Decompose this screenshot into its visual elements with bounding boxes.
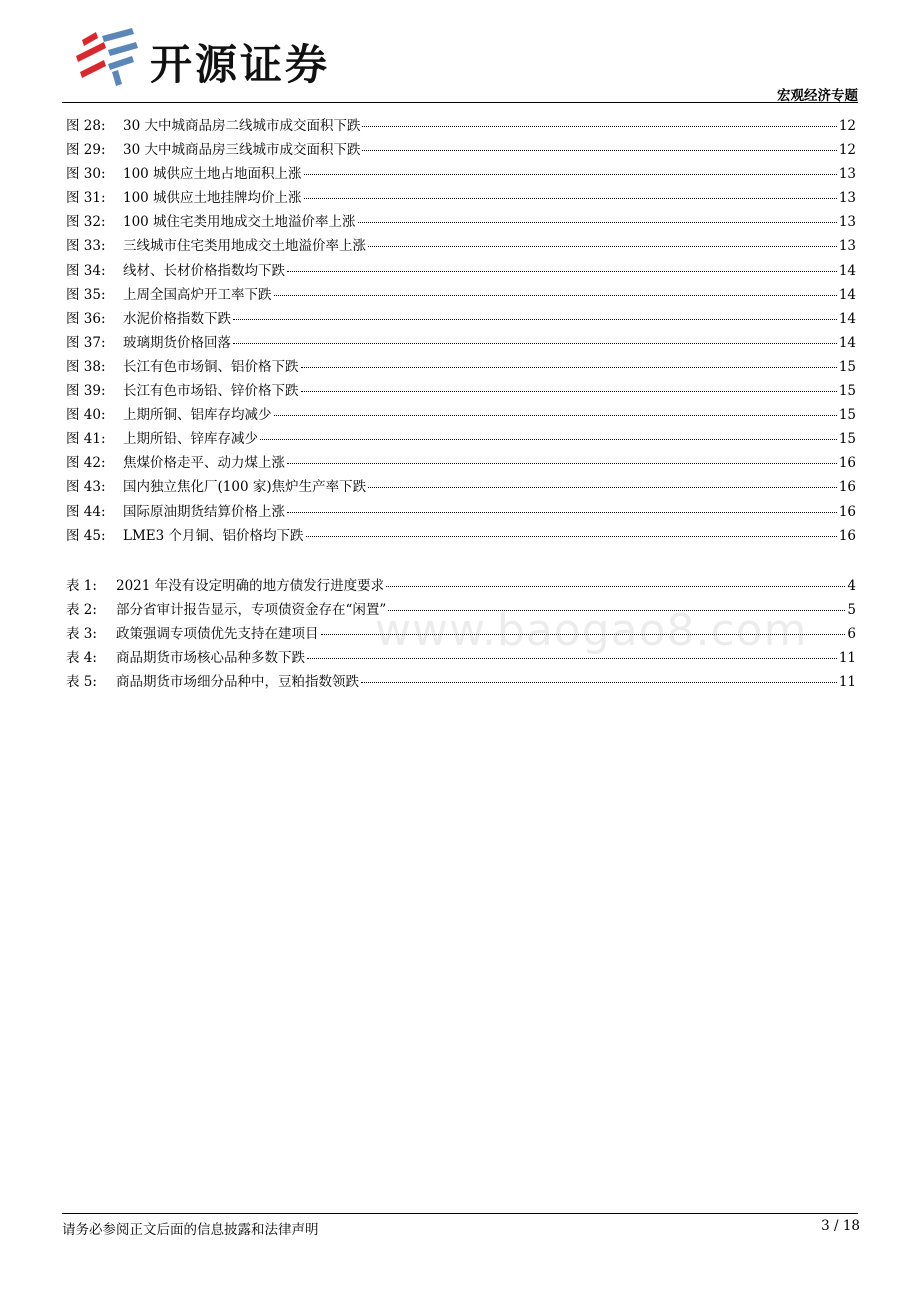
toc-entry-label: 图 30: — [66, 166, 106, 183]
toc-entry[interactable] — [66, 162, 856, 186]
toc-entry-title: 国际原油期货结算价格上涨 — [123, 503, 285, 520]
toc-entry-label: 图 45: — [66, 527, 106, 544]
toc-dot-leader — [274, 415, 837, 416]
toc-entry-page: 15 — [838, 407, 856, 424]
toc-entry-page: 13 — [838, 166, 856, 183]
toc-entry-label: 图 39: — [66, 383, 106, 400]
toc-entry-page: 12 — [838, 118, 856, 134]
toc-dot-leader — [386, 586, 845, 587]
footer-disclaimer: 请务必参阅正文后面的信息披露和法律声明 — [62, 1222, 319, 1238]
toc-entry-page: 6 — [847, 626, 856, 643]
toc-entry-title: 长江有色市场铜、铝价格下跌 — [123, 358, 299, 375]
toc-entry-page: 15 — [838, 383, 856, 400]
section-title: 宏观经济专题 — [777, 88, 858, 104]
logo-text: 开源证券 — [150, 40, 331, 89]
toc-entry-title: 30 大中城商品房二线城市成交面积下跌 — [123, 118, 361, 134]
toc-entry-page: 15 — [838, 431, 856, 448]
toc-entry-page: 14 — [838, 262, 856, 279]
toc-entry[interactable] — [66, 210, 856, 234]
toc-entry-title: 上周全国高炉开工率下跌 — [123, 286, 272, 303]
toc-entry[interactable] — [66, 500, 856, 524]
toc-entry[interactable] — [66, 475, 856, 499]
toc-dot-leader — [368, 246, 837, 247]
toc-entry-title: 上期所铜、铝库存均减少 — [123, 407, 272, 424]
toc-dot-leader — [233, 343, 837, 344]
toc-entry-label: 表 1: — [66, 578, 97, 594]
toc-entry-title: 国内独立焦化厂(100 家)焦炉生产率下跌 — [123, 479, 367, 496]
toc-entry-page: 11 — [838, 674, 856, 691]
toc-dot-leader — [368, 487, 837, 488]
toc-dot-leader — [358, 222, 837, 223]
toc-entry[interactable] — [66, 574, 856, 598]
toc-entry-label: 图 36: — [66, 310, 106, 327]
toc-entry[interactable] — [66, 427, 856, 451]
toc-entry-page: 5 — [847, 602, 856, 619]
toc-entry-title: 玻璃期货价格回落 — [123, 334, 231, 351]
toc-entry-label: 图 29: — [66, 142, 106, 159]
toc-entry-page: 11 — [838, 650, 856, 667]
toc-entry-title: 水泥价格指数下跌 — [123, 310, 231, 327]
toc-dot-leader — [274, 295, 837, 296]
toc-entry-label: 图 28: — [66, 118, 106, 134]
toc-entry[interactable] — [66, 114, 856, 138]
toc-entry-title: 30 大中城商品房三线城市成交面积下跌 — [123, 142, 361, 159]
toc-dot-leader — [362, 126, 836, 127]
toc-entry-label: 图 44: — [66, 503, 106, 520]
toc-entry-page: 14 — [838, 334, 856, 351]
toc-entry-label: 图 33: — [66, 238, 106, 255]
toc-entry-label: 表 2: — [66, 602, 97, 619]
toc-entry-title: 长江有色市场铅、锌价格下跌 — [123, 383, 299, 400]
watermark: www.baogao8.com — [375, 605, 808, 656]
toc-entry-title: 100 城供应土地挂牌均价上涨 — [123, 190, 302, 207]
toc-entry-page: 13 — [838, 238, 856, 255]
toc-entry[interactable] — [66, 451, 856, 475]
toc-dot-leader — [304, 174, 837, 175]
toc-entry-label: 图 42: — [66, 455, 106, 472]
toc-entry-page: 15 — [838, 358, 856, 375]
toc-entry-label: 图 35: — [66, 286, 106, 303]
toc-entry-title: 政策强调专项债优先支持在建项目 — [116, 626, 319, 643]
toc-entry-label: 图 40: — [66, 407, 106, 424]
toc-dot-leader — [306, 536, 837, 537]
toc-entry-label: 图 31: — [66, 190, 106, 207]
toc-entry[interactable] — [66, 331, 856, 355]
toc-entry[interactable] — [66, 186, 856, 210]
toc-dot-leader — [301, 391, 837, 392]
toc-dot-leader — [304, 198, 837, 199]
toc-entry[interactable] — [66, 138, 856, 162]
toc-dot-leader — [287, 271, 837, 272]
toc-entry[interactable] — [66, 234, 856, 258]
toc-entry-title: 上期所铅、锌库存减少 — [123, 431, 258, 448]
toc-dot-leader — [287, 463, 837, 464]
toc-entry-label: 图 38: — [66, 358, 106, 375]
toc-dot-leader — [233, 319, 837, 320]
toc-entry-title: LME3 个月铜、铝价格均下跌 — [123, 527, 304, 544]
toc-entry-label: 图 37: — [66, 334, 106, 351]
toc-entry[interactable] — [66, 670, 856, 694]
toc-entry-page: 14 — [838, 310, 856, 327]
toc-dot-leader — [301, 367, 837, 368]
toc-entry[interactable] — [66, 283, 856, 307]
toc-entry-page: 14 — [838, 286, 856, 303]
toc-entry-page: 16 — [838, 479, 856, 496]
toc-entry-page: 4 — [847, 578, 856, 594]
toc-entry-title: 三线城市住宅类用地成交土地溢价率上涨 — [123, 238, 366, 255]
toc-dot-leader — [307, 658, 837, 659]
company-logo — [74, 26, 374, 88]
figure-list — [66, 114, 856, 548]
toc-entry-page: 16 — [838, 455, 856, 472]
toc-entry-label: 表 3: — [66, 626, 97, 643]
toc-entry[interactable] — [66, 355, 856, 379]
toc-entry-title: 部分省审计报告显示，专项债资金存在“闲置” — [116, 602, 387, 619]
toc-entry-page: 13 — [838, 190, 856, 207]
toc-entry-label: 表 5: — [66, 674, 97, 691]
toc-entry-title: 商品期货市场细分品种中，豆粕指数领跌 — [116, 674, 359, 691]
toc-entry[interactable] — [66, 524, 856, 548]
toc-entry-title: 100 城供应土地占地面积上涨 — [123, 166, 302, 183]
toc-entry-label: 图 41: — [66, 431, 106, 448]
toc-entry-title: 焦煤价格走平、动力煤上涨 — [123, 455, 285, 472]
toc-entry[interactable] — [66, 307, 856, 331]
toc-entry-title: 2021 年没有设定明确的地方债发行进度要求 — [116, 578, 385, 594]
toc-dot-leader — [260, 439, 837, 440]
toc-entry-page: 13 — [838, 214, 856, 231]
toc-dot-leader — [361, 682, 837, 683]
toc-entry-label: 表 4: — [66, 650, 97, 667]
toc-dot-leader — [362, 150, 836, 151]
toc-entry-page: 12 — [838, 142, 856, 159]
page-header — [0, 0, 920, 104]
toc-entry[interactable] — [66, 403, 856, 427]
toc-entry-page: 16 — [838, 503, 856, 520]
toc-entry-title: 100 城住宅类用地成交土地溢价率上涨 — [123, 214, 356, 231]
header-divider — [62, 102, 858, 103]
toc-entry-label: 图 32: — [66, 214, 106, 231]
toc-entry-title: 线材、长材价格指数均下跌 — [123, 262, 285, 279]
logo-mark-icon — [74, 26, 140, 86]
toc-entry[interactable] — [66, 379, 856, 403]
toc-entry-label: 图 43: — [66, 479, 106, 496]
toc-entry-label: 图 34: — [66, 262, 106, 279]
footer-divider — [62, 1213, 858, 1214]
toc-dot-leader — [287, 512, 837, 513]
toc-entry[interactable] — [66, 259, 856, 283]
toc-entry-title: 商品期货市场核心品种多数下跌 — [116, 650, 305, 667]
toc-entry-page: 16 — [838, 527, 856, 544]
page-indicator: 3 / 18 — [821, 1218, 860, 1234]
